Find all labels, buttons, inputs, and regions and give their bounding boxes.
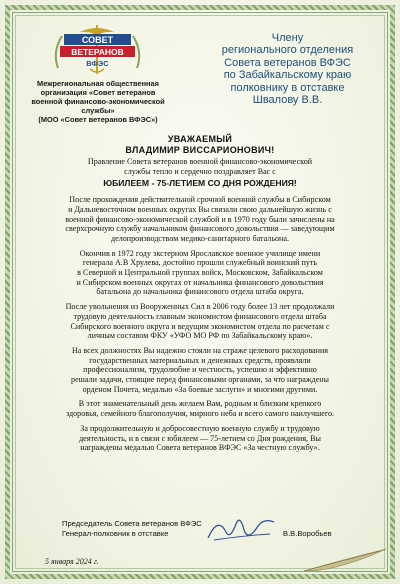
greeting-line-2: ВЛАДИМИР ВИССАРИОНОВИЧ! — [125, 144, 275, 155]
jubilee-headline: ЮБИЛЕЕМ - 75-ЛЕТИЕМ СО ДНЯ РОЖДЕНИЯ! — [103, 178, 297, 189]
emblem-text-2: ВЕТЕРАНОВ — [71, 47, 124, 57]
recipient-line: Члену — [271, 32, 304, 44]
org-line: организация «Совет ветеранов — [40, 88, 156, 97]
org-line: Межрегиональная общественная — [37, 79, 159, 88]
greeting-heading — [0, 134, 400, 155]
emblem-text-3: ВФЭС — [86, 59, 109, 68]
paragraph-3: После увольнения из Вооруженных Сил в 2006 году более 13 лет продолжали трудовую деятельность главным экономистом финансового отдела штаба Сибирского военного округа и ведущим экономистом отдела по расчетам с личным составом ФКУ «УФО МО РФ по Забайкальскому краю». — [65, 302, 335, 341]
organization-block — [28, 79, 168, 124]
recipient-line: регионального отделения — [221, 44, 354, 57]
recipient-line: полковнику в отставке — [230, 81, 345, 94]
greeting-line-1: УВАЖАЕМЫЙ — [167, 134, 233, 144]
recipient-line: Швалову В.В. — [252, 94, 323, 107]
signatory-name: В.В.Воробьев — [283, 529, 332, 538]
org-line: военной финансово-экономической — [31, 97, 165, 106]
letter-body — [30, 157, 370, 458]
handwritten-signature — [200, 510, 280, 548]
emblem-text-1: СОВЕТ — [81, 35, 114, 45]
paragraph-1: После прохождения действительной срочной военной службы в Сибирском и Дальневосточном военных округах Вы связали свою дальнейшую жизнь с военной финансово-экономической службой и в 1970 году были зачислены на сверхсрочную службу начальником финансового довольствия — заведующим делопроизводством медико-санитарного батальона. — [65, 195, 335, 243]
intro-paragraph: Правление Совета ветеранов военной финансово-экономической службы тепло и сердечно поздравляет Вас с — [87, 157, 313, 176]
recipient-line: по Забайкальскому краю — [223, 69, 352, 82]
quill-feather-icon — [300, 545, 390, 575]
paragraph-5: В этот знаменательный день желаем Вам, родным и близким крепкого здоровья, семейного благополучия, мирного неба и всего самого наилучшего. — [65, 399, 335, 419]
org-line: (МОО «Совет ветеранов ВФЭС») — [38, 115, 158, 124]
paragraph-6: За продолжительную и добросовестную военную службу и трудовую деятельность, и в связи с юбилеем — 75-летием со Дня рождения, Вы награждены медалью Совета ветеранов ВФЭС «За честную службу». — [79, 423, 321, 453]
recipient-line: Совета ветеранов ВФЭС — [224, 56, 351, 69]
council-emblem-logo — [50, 22, 145, 77]
paragraph-2: Окончив в 1972 году экстерном Ярославское военное училище имени генерала А.В Хрулева, достойно прошли служебный воинский путь в Северной и Центральной группах войск, Московском, Забайкальском и Сибирском военных округах от начальника финансового довольствия батальона до начальника финансового отдела штаба округа. — [76, 248, 324, 297]
document-date: 5 января 2024 г. — [45, 557, 99, 566]
paragraph-4: На всех должностях Вы надежно стояли на страже целевого расходования государственных материальных и денежных средств, проявляли профессионализм, трудолюбие и честность, успешно и эффективно решали задачи, стоящие перед финансовыми органами, за что награждены орденом Почета, медалью «За боевые заслуги» и многими другими. — [71, 345, 329, 394]
signatory-title: Председатель Совета ветеранов ВФЭС Генерал-полковник в отставке — [62, 519, 202, 538]
org-line: службы» — [81, 106, 115, 115]
recipient-block — [195, 32, 380, 106]
